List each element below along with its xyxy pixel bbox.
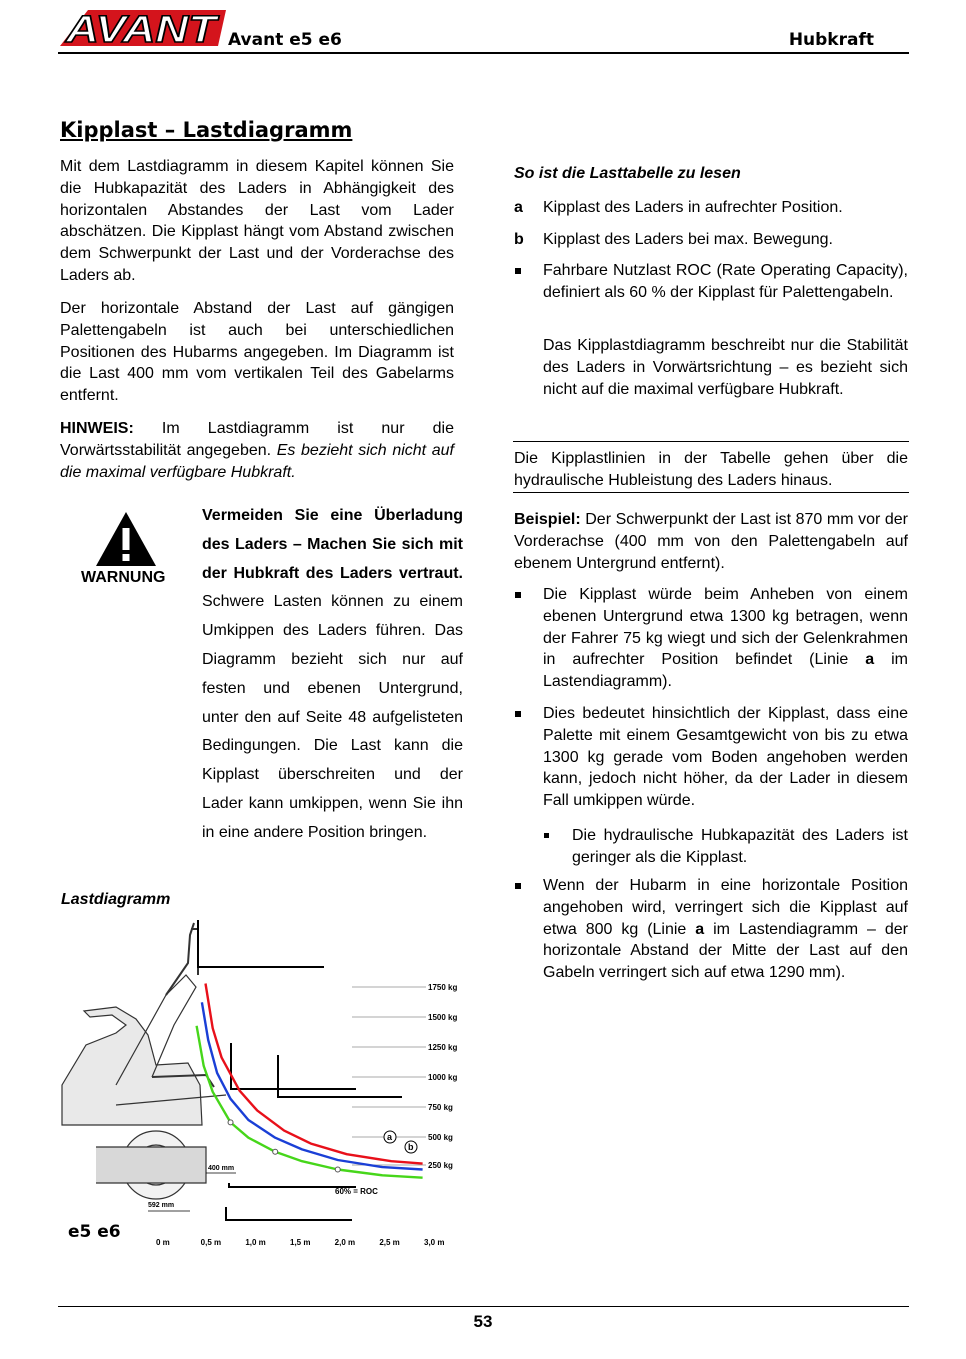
bullet3-text xyxy=(543,875,908,984)
bullet-icon xyxy=(515,592,521,598)
list-item-a xyxy=(514,197,908,219)
note-paragraph xyxy=(60,418,454,483)
bullet2-text: Dies bedeutet hinsichtlich der Kipplast, dass eine Palette mit einem Gesamtgewicht von bis zu etwa 1300 kg gerade vom Boden angehoben werden kann, jedoch nicht höher, da der Lader in diesem Fall umkippen würde. xyxy=(543,705,908,810)
item-a-text: Kipplast des Laders in aufrechter Position. xyxy=(543,199,843,216)
list-item-tipping-load xyxy=(514,584,908,694)
warning-text xyxy=(202,502,463,848)
bullet-icon xyxy=(515,268,521,274)
roc-label: 60% = ROC xyxy=(335,1187,378,1196)
model-label: e5 e6 xyxy=(68,1222,121,1242)
distance-paragraph: Der horizontale Abstand der Last auf gängigen Palettengabeln ist auch bei unterschiedlichen Positionen des Hubarms angegeben. Im Diagramm ist die Last 400 mm vom vertikalen Teil des Gabelarms entfernt. xyxy=(60,300,454,405)
y-tick-label: 1750 kg xyxy=(428,983,458,992)
item-b-text: Kipplast des Laders bei max. Bewegung. xyxy=(543,231,833,248)
y-tick-label: 1000 kg xyxy=(428,1073,458,1082)
footer-divider xyxy=(58,1306,909,1307)
curve-b-label: b xyxy=(408,1142,414,1152)
sub-bullet-icon xyxy=(544,833,549,838)
y-tick-label: 750 kg xyxy=(428,1103,453,1112)
item-a-marker: a xyxy=(514,199,523,216)
list-item-b xyxy=(514,229,908,251)
roc-text: Fahrbare Nutzlast ROC (Rate Operating Capacity), definiert als 60 % der Kipplast für Palettengabeln. xyxy=(543,262,908,301)
warning-bold-text: Vermeiden Sie eine Überladung des Laders – Machen Sie sich mit der Hubkraft des Laders vertraut. xyxy=(202,507,463,582)
table-reading-title: So ist die Lasttabelle zu lesen xyxy=(514,165,741,182)
list-item-roc xyxy=(514,260,908,326)
warning-body-text: Schwere Lasten können zu einem Umkippen des Laders führen. Das Diagramm bezieht sich nur auf festen und ebenen Untergrund, unter den auf Seite 48 aufgelisteten Bedingungen. Die Last kann die Kipplast überschreiten und der Lader kann umkippen, wenn Sie ihn in eine andere Position bringen. xyxy=(202,593,463,841)
diagram-label: Lastdiagramm xyxy=(61,891,171,908)
y-tick-label: 1250 kg xyxy=(428,1043,458,1052)
note-bottom-divider xyxy=(513,492,909,493)
roc-sub-text: Das Kipplastdiagramm beschreibt nur die Stabilität des Laders in Vorwärtsrichtung – es bezieht sich nicht auf die maximal verfügbare Hubkraft. xyxy=(543,337,908,398)
bullet-icon xyxy=(515,883,521,889)
dim-400mm: 400 mm xyxy=(208,1165,235,1172)
x-tick-label: 0 m xyxy=(156,1238,170,1247)
loader-illustration xyxy=(62,923,226,1199)
bullet3-line-ref: a xyxy=(695,920,705,938)
example-text: Der Schwerpunkt der Last ist 870 mm vor der Vorderachse (400 mm von den Palettengabeln auf ebenem Untergrund entfernt). xyxy=(514,511,908,572)
subbullet-text: Die hydraulische Hubkapazität des Laders ist geringer als die Kipplast. xyxy=(572,827,908,866)
header-model: Avant e5 e6 xyxy=(228,30,342,50)
warning-triangle-icon xyxy=(94,510,158,568)
bullet3-text-c: im Lastendiagramm – der horizontale Abstand der Mitte der Last auf den Gabeln verringert sich auf etwa 1290 mm). xyxy=(543,920,908,982)
list-item-pallet xyxy=(514,703,908,813)
y-tick-label: 500 kg xyxy=(428,1133,453,1142)
note-text: Im Lastdiagramm ist nur die Vorwärtsstabilität angegeben. xyxy=(60,420,454,459)
roc-point-marker xyxy=(335,1167,340,1172)
dim-592mm: 592 mm xyxy=(148,1202,175,1209)
header-section: Hubkraft xyxy=(788,30,874,50)
y-tick-label: 1500 kg xyxy=(428,1013,458,1022)
example-paragraph xyxy=(514,509,908,574)
avant-logo xyxy=(58,6,228,51)
note-label: HINWEIS: xyxy=(60,420,134,437)
svg-text:AVANT: AVANT xyxy=(64,9,220,51)
curve-a-label: a xyxy=(387,1132,393,1142)
x-tick-label: 1,0 m xyxy=(245,1238,266,1247)
item-b-marker: b xyxy=(514,231,524,248)
roc-point-marker xyxy=(273,1149,278,1154)
example-label: Beispiel: xyxy=(514,511,581,528)
header-divider xyxy=(58,52,909,54)
bullet1-line-ref: a xyxy=(865,651,875,669)
x-tick-label: 2,5 m xyxy=(379,1238,400,1247)
x-tick-label: 3,0 m xyxy=(424,1238,445,1247)
roc-point-marker xyxy=(228,1120,233,1125)
y-axis-labels xyxy=(428,983,457,1170)
sub-list-item-hydraulic xyxy=(543,825,908,869)
roc-subparagraph xyxy=(514,335,908,423)
bullet1-text-c: im Lastendiagramm). xyxy=(543,651,908,691)
x-axis-labels xyxy=(156,1238,444,1247)
x-tick-label: 0,5 m xyxy=(200,1238,222,1247)
hydraulic-note: Die Kipplastlinien in der Tabelle gehen über die hydraulische Hubleistung des Laders hinaus. xyxy=(514,450,908,489)
x-tick-label: 2,0 m xyxy=(334,1238,356,1247)
intro-paragraph: Mit dem Lastdiagramm in diesem Kapitel können Sie die Hubkapazität des Laders in Abhängigkeit des horizontalen Abstandes der Last vom Lader abschätzen. Die Kipplast hängt vom Abstand zwischen dem Schwerpunkt der Last und der Vorderachse des Laders ab. xyxy=(60,158,454,284)
bullet1-text-a: Die Kipplast würde beim Anheben von einem ebenen Untergrund etwa 1300 kg betragen, wenn der Fahrer 75 kg wiegt und sich der Gelenkrahmen in aufrechter Position befindet (Linie xyxy=(543,586,908,669)
y-tick-label: 250 kg xyxy=(428,1161,453,1170)
load-diagram xyxy=(56,915,458,1250)
bullet-icon xyxy=(515,711,521,717)
bullet1-text xyxy=(543,584,908,693)
note-italic-text: Es bezieht sich nicht auf die maximal verfügbare Hubkraft. xyxy=(60,441,455,481)
warning-label: WARNUNG xyxy=(81,569,166,586)
x-tick-label: 1,5 m xyxy=(290,1238,311,1247)
bullet3-text-a: Wenn der Hubarm in eine horizontale Position angehoben wird, verringert sich die Kipplast auf etwa 800 kg (Linie xyxy=(543,877,908,938)
page-title: Kipplast – Lastdiagramm xyxy=(60,118,353,142)
page-number: 53 xyxy=(473,1312,493,1331)
note-top-divider xyxy=(513,441,909,442)
list-item-horizontal xyxy=(514,875,908,985)
